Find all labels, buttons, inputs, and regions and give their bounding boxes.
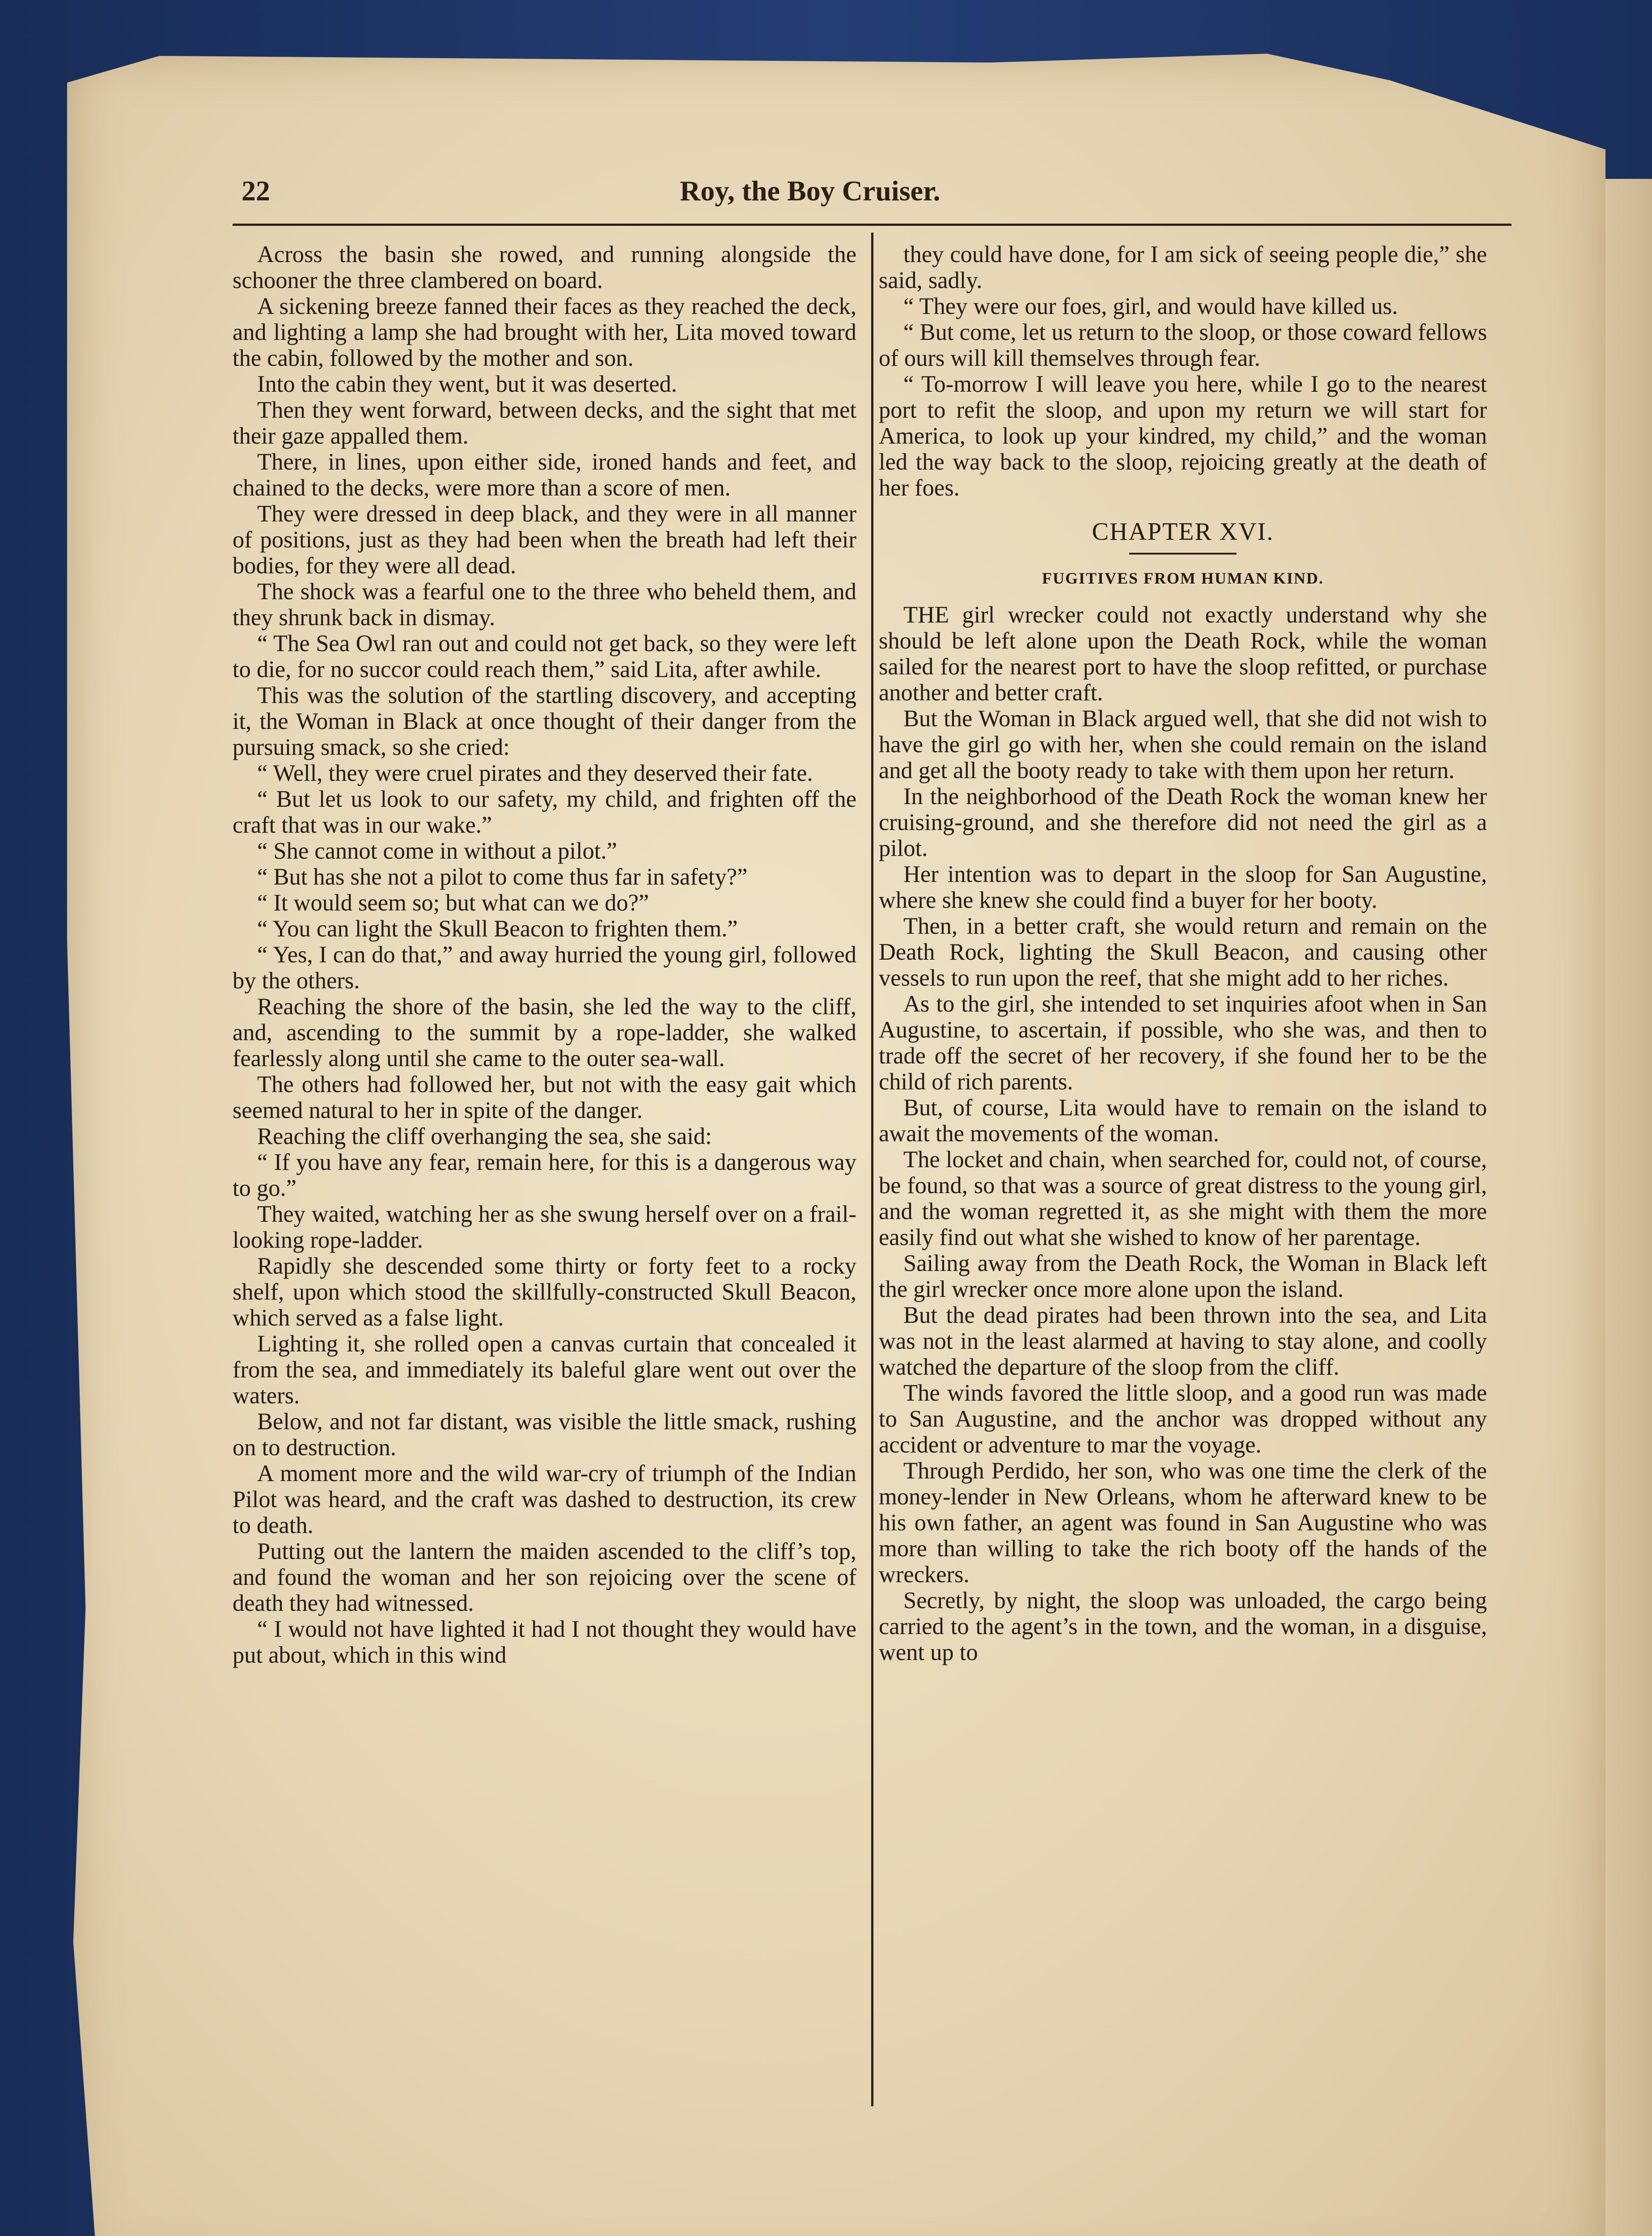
- paragraph: Lighting it, she rolled open a canvas curtain that concealed it from the sea, and immediately its baleful glare went out over the waters.: [233, 1331, 856, 1409]
- paragraph: As to the girl, she intended to set inquiries afoot when in San Augustine, to ascertain, if possible, who she was, and then to trade off the secret of her recovery, if she found her to be the child of rich parents.: [879, 991, 1487, 1095]
- paragraph: There, in lines, upon either side, ironed hands and feet, and chained to the decks, were more than a score of men.: [233, 449, 856, 501]
- paragraph: Into the cabin they went, but it was deserted.: [257, 371, 677, 397]
- paragraph: But the Woman in Black argued well, that she did not wish to have the girl go with her, when she could remain on the island and get all the booty ready to take with them upon her return.: [879, 706, 1487, 783]
- paragraph: Then, in a better craft, she would return and remain on the Death Rock, lighting the Skull Beacon, and causing other vessels to run upon the reef, that she might add to her riches.: [879, 913, 1487, 991]
- paragraph: “ Yes, I can do that,” and away hurried the young girl, followed by the others.: [233, 942, 856, 994]
- paragraph: They waited, watching her as she swung herself over on a frail-looking rope-ladder.: [233, 1201, 856, 1253]
- paragraph: Secretly, by night, the sloop was unloaded, the cargo being carried to the agent’s in the town, and the woman, in a disguise, went up to: [879, 1588, 1487, 1665]
- paragraph: But, of course, Lita would have to remain on the island to await the movements of the woman.: [879, 1095, 1487, 1147]
- running-title: Roy, the Boy Cruiser.: [680, 175, 940, 207]
- paragraph: “ I would not have lighted it had I not thought they would have put about, which in this wind: [233, 1616, 856, 1668]
- paragraph: they could have done, for I am sick of seeing people die,” she said, sadly.: [879, 241, 1487, 293]
- paragraph: The winds favored the little sloop, and a good run was made to San Augustine, and the anchor was dropped without any accident or adventure to mar the voyage.: [879, 1380, 1487, 1458]
- paragraph: “ You can light the Skull Beacon to frighten them.”: [257, 916, 738, 942]
- paragraph: “ The Sea Owl ran out and could not get back, so they were left to die, for no succor could reach them,” said Lita, after awhile.: [233, 631, 856, 682]
- paragraph: “ But come, let us return to the sloop, or those coward fellows of ours will kill themselves through fear.: [879, 319, 1487, 371]
- paragraph: The others had followed her, but not with the easy gait which seemed natural to her in spite of the danger.: [233, 1071, 856, 1123]
- paragraph: The shock was a fearful one to the three who beheld them, and they shrunk back in dismay.: [233, 579, 856, 631]
- paragraph: In the neighborhood of the Death Rock the woman knew her cruising-ground, and she therefore did not need the girl as a pilot.: [879, 783, 1487, 861]
- paragraph: This was the solution of the startling discovery, and accepting it, the Woman in Black at once thought of their danger from the pursuing smack, so she cried:: [233, 682, 856, 760]
- chapter-title: CHAPTER XVI.: [1092, 518, 1274, 546]
- paragraph: Reaching the shore of the basin, she led the way to the cliff, and, ascending to the summit by a rope-ladder, she walked fearlessly along until she came to the outer sea-wall.: [233, 994, 856, 1071]
- page-header: [241, 174, 1512, 228]
- paragraph: “ But let us look to our safety, my child, and frighten off the craft that was in our wake.”: [233, 786, 856, 838]
- paragraph: Her intention was to depart in the sloop for San Augustine, where she knew she could find a buyer for her booty.: [879, 861, 1487, 913]
- paragraph: The locket and chain, when searched for, could not, of course, be found, so that was a source of great distress to the young girl, and the woman regretted it, as she might with them the more easily find out what she wished to know of her parentage.: [879, 1147, 1487, 1250]
- chapter-rule: [1129, 553, 1237, 555]
- paragraph: A sickening breeze fanned their faces as they reached the deck, and lighting a lamp she had brought with her, Lita moved toward the cabin, followed by the mother and son.: [233, 293, 856, 371]
- paragraph: Rapidly she descended some thirty or forty feet to a rocky shelf, upon which stood the skillfully-constructed Skull Beacon, which served as a false light.: [233, 1253, 856, 1331]
- paragraph: Through Perdido, her son, who was one time the clerk of the money-lender in New Orleans, whom he afterward knew to be his own father, an agent was found in San Augustine who was more than willing to take the rich booty off the hands of the wreckers.: [879, 1458, 1487, 1588]
- paragraph: “ They were our foes, girl, and would have killed us.: [903, 293, 1398, 319]
- paragraph: Then they went forward, between decks, and the sight that met their gaze appalled them.: [233, 397, 856, 449]
- paragraph: A moment more and the wild war-cry of triumph of the Indian Pilot was heard, and the craft was dashed to destruction, its crew to death.: [233, 1461, 856, 1538]
- paragraph: “ To-morrow I will leave you here, while I go to the nearest port to refit the sloop, and upon my return we will start for America, to look up your kindred, my child,” and the woman led the way back to the sloop, rejoicing greatly at the death of her foes.: [879, 371, 1487, 501]
- right-column: [879, 241, 1487, 2120]
- right-column-text-after: [879, 602, 1487, 1665]
- paragraph: But the dead pirates had been thrown into the sea, and Lita was not in the least alarmed at having to stay alone, and coolly watched the departure of the sloop from the cliff.: [879, 1302, 1487, 1380]
- paragraph: Below, and not far distant, was visible the little smack, rushing on to destruction.: [233, 1409, 856, 1461]
- chapter-subtitle: FUGITIVES FROM HUMAN KIND.: [1042, 569, 1324, 587]
- right-column-text-before: [879, 241, 1487, 501]
- paragraph: Sailing away from the Death Rock, the Woman in Black left the girl wrecker once more alone upon the island.: [879, 1250, 1487, 1302]
- column-divider: [871, 233, 873, 2106]
- header-rule: [233, 224, 1512, 226]
- paragraph: Across the basin she rowed, and running alongside the schooner the three clambered on board.: [233, 241, 856, 293]
- paragraph: “ Well, they were cruel pirates and they deserved their fate.: [257, 760, 813, 786]
- left-column: [233, 241, 856, 2120]
- paragraph: Putting out the lantern the maiden ascended to the cliff’s top, and found the woman and her son rejoicing over the scene of death they had witnessed.: [233, 1538, 856, 1616]
- paragraph: THE girl wrecker could not exactly understand why she should be left alone upon the Death Rock, while the woman sailed for the nearest port to have the sloop refitted, or purchase another and better craft.: [879, 602, 1487, 706]
- page-number: 22: [241, 175, 270, 207]
- paragraph: Reaching the cliff overhanging the sea, she said:: [257, 1123, 712, 1149]
- paragraph: “ If you have any fear, remain here, for this is a dangerous way to go.”: [233, 1149, 856, 1201]
- paragraph: “ It would seem so; but what can we do?”: [257, 890, 649, 916]
- paragraph: They were dressed in deep black, and they were in all manner of positions, just as they had been when the breath had left their bodies, for they were all dead.: [233, 501, 856, 579]
- paragraph: “ But has she not a pilot to come thus far in safety?”: [257, 864, 748, 890]
- paragraph: “ She cannot come in without a pilot.”: [257, 838, 617, 864]
